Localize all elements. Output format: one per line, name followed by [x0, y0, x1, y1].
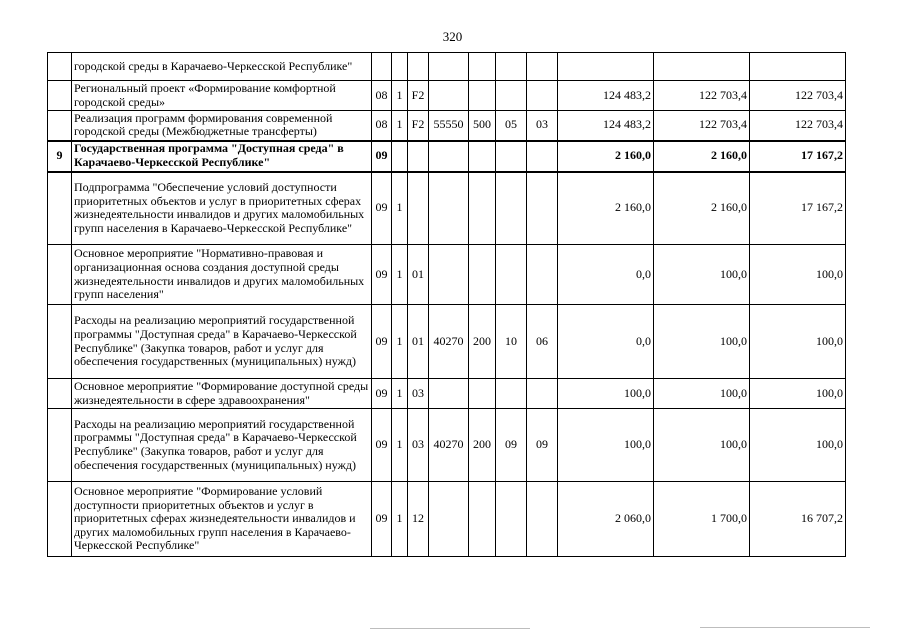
- code-subprogram-cell: 1: [392, 305, 408, 379]
- code-subchapter-cell: [527, 172, 558, 245]
- code-chapter-cell: [496, 482, 527, 557]
- code-direction-cell: [429, 245, 469, 305]
- amount-year1-cell: 2 160,0: [558, 141, 654, 172]
- code-subchapter-cell: 09: [527, 409, 558, 482]
- amount-year1-cell: 100,0: [558, 409, 654, 482]
- amount-year3-cell: 100,0: [750, 409, 846, 482]
- table-row: [48, 379, 846, 409]
- code-section-cell: 09: [372, 141, 392, 172]
- code-direction-cell: [429, 141, 469, 172]
- amount-year2-cell: 100,0: [654, 245, 750, 305]
- code-chapter-cell: 05: [496, 111, 527, 141]
- table-row: [48, 111, 846, 141]
- item-name-cell: Государственная программа "Доступная среда" в Карачаево-Черкесской Республике": [72, 141, 372, 172]
- scan-artifact: [700, 627, 870, 628]
- item-name-cell: Основное мероприятие "Формирование доступной среды жизнедеятельности в сфере здравоохранения": [72, 379, 372, 409]
- item-name-cell: Основное мероприятие "Нормативно-правовая и организационная основа создания доступной среды жизнедеятельности инвалидов и других маломобильных групп населения": [72, 245, 372, 305]
- code-event-cell: 03: [408, 379, 429, 409]
- code-subprogram-cell: 1: [392, 245, 408, 305]
- code-event-cell: 01: [408, 245, 429, 305]
- code-expense-type-cell: 500: [469, 111, 496, 141]
- code-subprogram-cell: 1: [392, 172, 408, 245]
- item-name-cell: Подпрограмма "Обеспечение условий доступности приоритетных объектов и услуг в приоритетных сферах жизнедеятельности инвалидов и других маломобильных групп населения в Карачаево-Черкесской Республике": [72, 172, 372, 245]
- code-direction-cell: [429, 482, 469, 557]
- amount-year3-cell: 16 707,2: [750, 482, 846, 557]
- budget-table: [47, 52, 846, 557]
- code-expense-type-cell: [469, 81, 496, 111]
- amount-year3-cell: 100,0: [750, 245, 846, 305]
- code-direction-cell: 55550: [429, 111, 469, 141]
- code-direction-cell: [429, 379, 469, 409]
- code-direction-cell: [429, 81, 469, 111]
- code-subprogram-cell: 1: [392, 81, 408, 111]
- code-subchapter-cell: 06: [527, 305, 558, 379]
- code-direction-cell: [429, 53, 469, 81]
- code-section-cell: 09: [372, 245, 392, 305]
- code-direction-cell: 40270: [429, 305, 469, 379]
- row-number-cell: [48, 482, 72, 557]
- code-event-cell: F2: [408, 81, 429, 111]
- code-event-cell: 12: [408, 482, 429, 557]
- amount-year1-cell: 124 483,2: [558, 81, 654, 111]
- code-subchapter-cell: [527, 482, 558, 557]
- amount-year3-cell: 100,0: [750, 379, 846, 409]
- code-subprogram-cell: 1: [392, 409, 408, 482]
- code-section-cell: 09: [372, 305, 392, 379]
- code-expense-type-cell: [469, 53, 496, 81]
- table-row: [48, 409, 846, 482]
- code-event-cell: F2: [408, 111, 429, 141]
- amount-year3-cell: 100,0: [750, 305, 846, 379]
- amount-year3-cell: [750, 53, 846, 81]
- table-row: [48, 482, 846, 557]
- code-expense-type-cell: [469, 379, 496, 409]
- scan-artifact: [370, 628, 530, 629]
- row-number-cell: [48, 245, 72, 305]
- table-row: [48, 141, 846, 172]
- code-expense-type-cell: 200: [469, 305, 496, 379]
- table-row: [48, 305, 846, 379]
- row-number-cell: [48, 379, 72, 409]
- code-event-cell: 03: [408, 409, 429, 482]
- amount-year2-cell: 100,0: [654, 305, 750, 379]
- code-section-cell: 08: [372, 111, 392, 141]
- code-expense-type-cell: 200: [469, 409, 496, 482]
- amount-year2-cell: 122 703,4: [654, 81, 750, 111]
- amount-year2-cell: [654, 53, 750, 81]
- amount-year1-cell: 2 060,0: [558, 482, 654, 557]
- code-event-cell: 01: [408, 305, 429, 379]
- code-expense-type-cell: [469, 172, 496, 245]
- code-expense-type-cell: [469, 245, 496, 305]
- code-chapter-cell: 09: [496, 409, 527, 482]
- amount-year2-cell: 1 700,0: [654, 482, 750, 557]
- amount-year1-cell: 0,0: [558, 245, 654, 305]
- item-name-cell: Расходы на реализацию мероприятий государственной программы "Доступная среда" в Карачаево-Черкесской Республике" (Закупка товаров, работ и услуг для обеспечения государственных (муниципальных) нужд): [72, 409, 372, 482]
- code-event-cell: [408, 141, 429, 172]
- code-chapter-cell: [496, 141, 527, 172]
- amount-year2-cell: 100,0: [654, 409, 750, 482]
- code-event-cell: [408, 172, 429, 245]
- row-number-cell: [48, 81, 72, 111]
- code-subchapter-cell: [527, 141, 558, 172]
- amount-year1-cell: 100,0: [558, 379, 654, 409]
- item-name-cell: Основное мероприятие "Формирование условий доступности приоритетных объектов и услуг в приоритетных сферах жизнедеятельности инвалидов и других маломобильных групп населения в Карачаево-Черкесской Республике": [72, 482, 372, 557]
- table-row: [48, 81, 846, 111]
- code-subprogram-cell: 1: [392, 379, 408, 409]
- amount-year3-cell: 17 167,2: [750, 172, 846, 245]
- row-number-cell: [48, 409, 72, 482]
- row-number-cell: [48, 305, 72, 379]
- amount-year2-cell: 100,0: [654, 379, 750, 409]
- code-section-cell: 09: [372, 482, 392, 557]
- code-section-cell: 09: [372, 409, 392, 482]
- item-name-cell: Региональный проект «Формирование комфортной городской среды»: [72, 81, 372, 111]
- code-section-cell: [372, 53, 392, 81]
- code-subchapter-cell: [527, 81, 558, 111]
- code-subchapter-cell: [527, 53, 558, 81]
- amount-year3-cell: 17 167,2: [750, 141, 846, 172]
- code-subchapter-cell: [527, 245, 558, 305]
- code-subprogram-cell: 1: [392, 482, 408, 557]
- code-chapter-cell: 10: [496, 305, 527, 379]
- code-chapter-cell: [496, 81, 527, 111]
- row-number-cell: 9: [48, 141, 72, 172]
- item-name-cell: Реализация программ формирования современной городской среды (Межбюджетные трансферты): [72, 111, 372, 141]
- row-number-cell: [48, 172, 72, 245]
- code-chapter-cell: [496, 172, 527, 245]
- amount-year2-cell: 2 160,0: [654, 141, 750, 172]
- table-row: [48, 53, 846, 81]
- code-subprogram-cell: [392, 53, 408, 81]
- row-number-cell: [48, 111, 72, 141]
- code-expense-type-cell: [469, 141, 496, 172]
- item-name-cell: городской среды в Карачаево-Черкесской Республике": [72, 53, 372, 81]
- amount-year3-cell: 122 703,4: [750, 111, 846, 141]
- code-section-cell: 08: [372, 81, 392, 111]
- code-chapter-cell: [496, 379, 527, 409]
- table-row: [48, 172, 846, 245]
- amount-year2-cell: 2 160,0: [654, 172, 750, 245]
- page-number: 320: [442, 29, 463, 44]
- amount-year1-cell: 124 483,2: [558, 111, 654, 141]
- code-subprogram-cell: [392, 141, 408, 172]
- code-subchapter-cell: 03: [527, 111, 558, 141]
- row-number-cell: [48, 53, 72, 81]
- code-direction-cell: [429, 172, 469, 245]
- amount-year1-cell: [558, 53, 654, 81]
- code-chapter-cell: [496, 53, 527, 81]
- code-chapter-cell: [496, 245, 527, 305]
- code-section-cell: 09: [372, 379, 392, 409]
- amount-year3-cell: 122 703,4: [750, 81, 846, 111]
- code-expense-type-cell: [469, 482, 496, 557]
- code-direction-cell: 40270: [429, 409, 469, 482]
- code-event-cell: [408, 53, 429, 81]
- code-section-cell: 09: [372, 172, 392, 245]
- amount-year1-cell: 2 160,0: [558, 172, 654, 245]
- code-subprogram-cell: 1: [392, 111, 408, 141]
- amount-year2-cell: 122 703,4: [654, 111, 750, 141]
- amount-year1-cell: 0,0: [558, 305, 654, 379]
- item-name-cell: Расходы на реализацию мероприятий государственной программы "Доступная среда" в Карачаево-Черкесской Республике" (Закупка товаров, работ и услуг для обеспечения государственных (муниципальных) нужд): [72, 305, 372, 379]
- code-subchapter-cell: [527, 379, 558, 409]
- table-row: [48, 245, 846, 305]
